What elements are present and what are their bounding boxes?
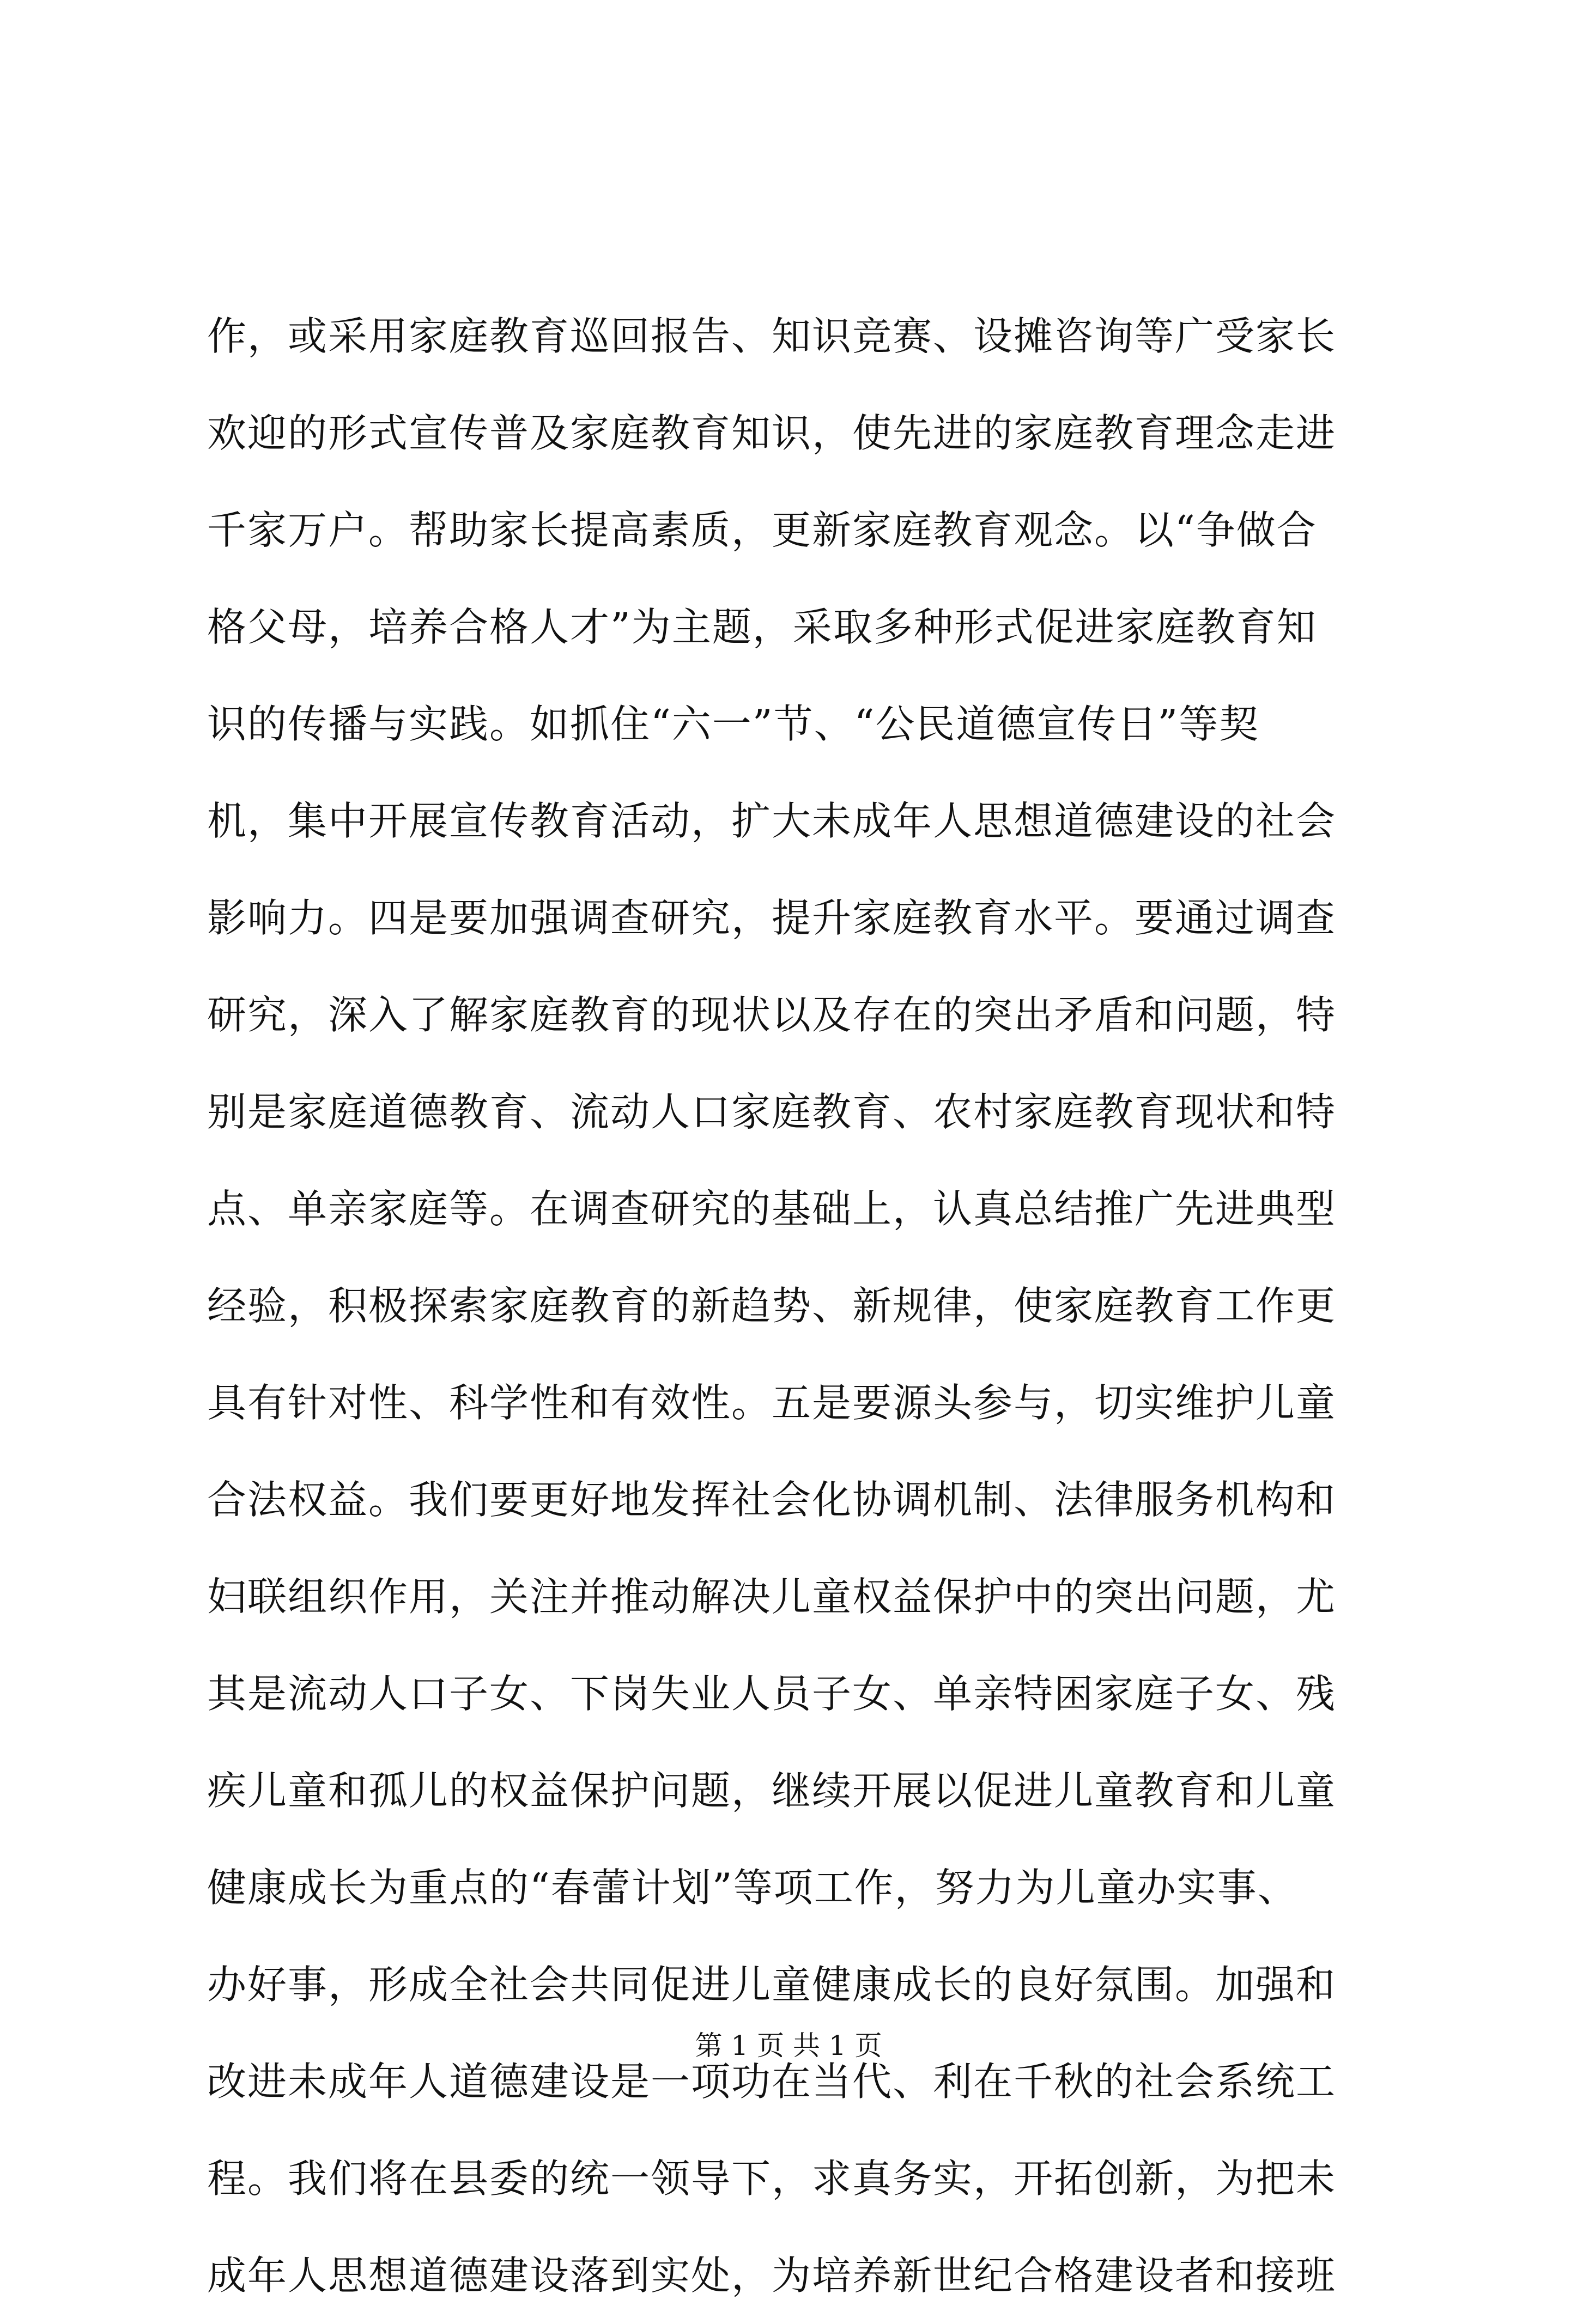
body-text: [207, 288, 1395, 2324]
text-line: 办好事，形成全社会共同促进儿童健康成长的良好氛围。加强和: [207, 1962, 1337, 2007]
page-number: 第 1 页 共 1 页: [695, 2030, 882, 2061]
page-footer: [0, 2027, 1577, 2065]
text-line: 作，或采用家庭教育巡回报告、知识竞赛、设摊咨询等广受家长: [207, 313, 1337, 359]
text-line: 具有针对性、科学性和有效性。五是要源头参与，切实维护儿童: [207, 1380, 1337, 1426]
text-line: 改进未成年人道德建设是一项功在当代、利在千秋的社会系统工: [207, 2059, 1337, 2104]
text-line: 机，集中开展宣传教育活动，扩大未成年人思想道德建设的社会: [207, 798, 1337, 844]
text-line: 欢迎的形式宣传普及家庭教育知识，使先进的家庭教育理念走进: [207, 410, 1337, 456]
text-line: 合法权益。我们要更好地发挥社会化协调机制、法律服务机构和: [207, 1477, 1337, 1523]
text-line: 疾儿童和孤儿的权益保护问题，继续开展以促进儿童教育和儿童: [207, 1768, 1337, 1814]
text-line: 别是家庭道德教育、流动人口家庭教育、农村家庭教育现状和特: [207, 1089, 1337, 1135]
text-line: 成年人思想道德建设落到实处，为培养新世纪合格建设者和接班: [207, 2253, 1337, 2298]
text-line: 经验，积极探索家庭教育的新趋势、新规律，使家庭教育工作更: [207, 1283, 1337, 1329]
text-line: 程。我们将在县委的统一领导下，求真务实，开拓创新，为把未: [207, 2156, 1337, 2201]
text-line: 千家万户。帮助家长提高素质，更新家庭教育观念。以“争做合: [207, 507, 1317, 553]
text-line: 其是流动人口子女、下岗失业人员子女、单亲特困家庭子女、残: [207, 1671, 1337, 1717]
text-line: 识的传播与实践。如抓住“六一”节、“公民道德宣传日”等契: [207, 701, 1260, 747]
text-line: 妇联组织作用，关注并推动解决儿童权益保护中的突出问题，尤: [207, 1574, 1337, 1620]
text-line: 研究，深入了解家庭教育的现状以及存在的突出矛盾和问题，特: [207, 992, 1337, 1038]
text-line: 影响力。四是要加强调查研究，提升家庭教育水平。要通过调查: [207, 895, 1337, 941]
text-line: 健康成长为重点的“春蕾计划”等项工作，努力为儿童办实事、: [207, 1865, 1298, 1911]
text-line: 点、单亲家庭等。在调查研究的基础上，认真总结推广先进典型: [207, 1186, 1337, 1232]
text-line: 格父母，培养合格人才”为主题，采取多种形式促进家庭教育知: [207, 604, 1317, 650]
